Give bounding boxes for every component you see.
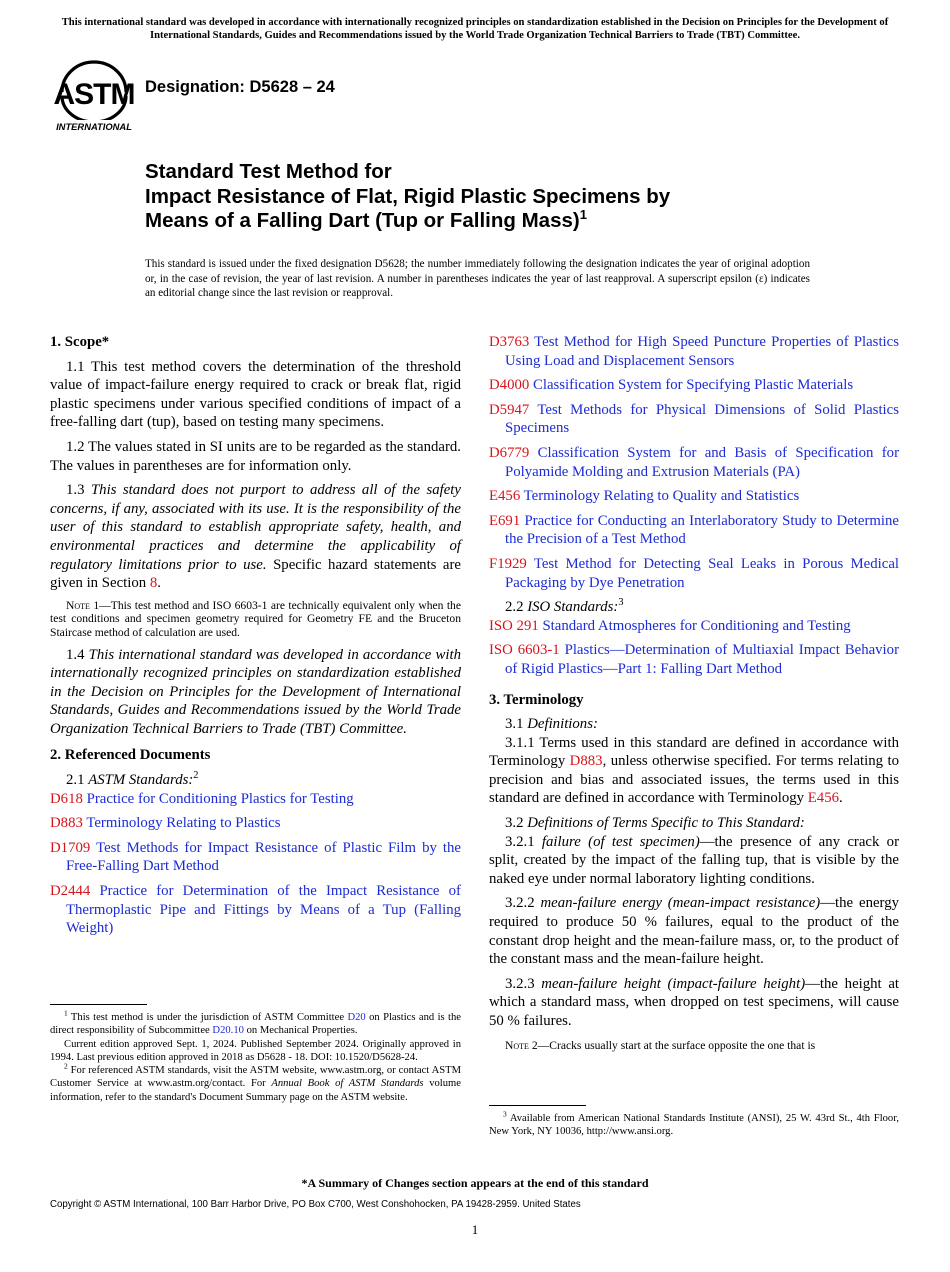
- page-number: 1: [471, 1222, 479, 1237]
- reference-title-link[interactable]: Terminology Relating to Plastics: [86, 815, 281, 832]
- reference-title-link[interactable]: Terminology Relating to Quality and Statistics: [523, 488, 800, 505]
- svg-text:ASTM: ASTM: [54, 78, 134, 111]
- astm-reference-list-right: [489, 333, 899, 592]
- reference-title-link[interactable]: Practice for Conducting an Interlaboratory Study to Determine the Precision of a Test Method: [505, 512, 899, 548]
- reference-code-link[interactable]: D5947: [489, 401, 530, 418]
- reference-code-link[interactable]: D6779: [489, 444, 530, 461]
- note-2: Note 2—Cracks usually start at the surface opposite the one that is: [505, 1038, 816, 1052]
- reference-title-link[interactable]: Classification System for Specifying Plastic Materials: [532, 377, 854, 394]
- footnote-rule: [50, 1004, 147, 1005]
- reference-item: [489, 444, 899, 481]
- reference-code-link[interactable]: D4000: [489, 377, 530, 394]
- reference-item: [489, 401, 899, 438]
- footnote-3: $^3$ Available from American National Standards Institute (ANSI), 25 W. 43rd St., 4th Floor, New York, NY 10036, http://www.ansi.org.: [489, 1109, 899, 1138]
- copyright: Copyright © ASTM International, 100 Barr Harbor Drive, PO Box C700, West Conshohocken, PA 19428-2959. United States: [50, 1199, 581, 1210]
- tbt-notice: This international standard was developed in accordance with internationally recognized principles on standardization established in the Decision on Principles for the Development of International Standards, Guides and Recommendations issued by the World Trade Organization Technical Barriers to Trade (TBT) Committee.: [61, 17, 889, 41]
- reference-item: [489, 617, 899, 636]
- para-3-1-1: 3.1.1 Terms used in this standard are defined in accordance with Terminology D883, unless otherwise specified. For terms relating to precision and bias and associated issues, the terms used in this standard are defined in accordance with Terminology E456.: [489, 734, 899, 807]
- reference-code-link[interactable]: D618: [50, 790, 83, 807]
- d20-link[interactable]: D20: [347, 1012, 366, 1023]
- reference-title-link[interactable]: Practice for Conditioning Plastics for Testing: [86, 790, 354, 807]
- title-line-1: Standard Test Method for: [145, 160, 392, 183]
- footnotes-right: [489, 1105, 899, 1139]
- footnotes-left: [50, 1004, 461, 1104]
- para-1-1: 1.1 This test method covers the determination of the threshold value of impact-failure energy required to crack or break flat, rigid plastic specimens under various specified conditions of impact of a free-falling dart (tup), based on testing many specimens.: [50, 358, 461, 431]
- reference-item: [50, 814, 461, 833]
- right-column: [489, 333, 899, 1058]
- para-3-2-3: 3.2.3 mean-failure height (impact-failure height)—the height at which a standard mass, when dropped on test specimens, will cause 50 % failures.: [489, 975, 900, 1029]
- reference-item: [50, 839, 461, 876]
- d883-link[interactable]: D883: [569, 753, 603, 770]
- reference-title-link[interactable]: Test Method for Detecting Seal Leaks in Porous Medical Packaging by Dye Penetration: [505, 555, 900, 591]
- reference-title-link[interactable]: Standard Atmospheres for Conditioning and Testing: [542, 617, 851, 634]
- footnote-1-edition: Current edition approved Sept. 1, 2024. Published September 2024. Originally approved in 1994. Last previous edition approved in 2018 as D5628 - 18. DOI: 10.1520/D5628-24.: [50, 1038, 461, 1063]
- para-2-2: 2.2 ISO Standards:$^3$: [505, 597, 624, 616]
- section-2-heading: 2. Referenced Documents: [50, 747, 211, 764]
- reference-title-link[interactable]: Classification System for and Basis of Specification for Polyamide Molding and Extrusion Materials (PA): [505, 444, 899, 480]
- reference-item: [489, 333, 899, 370]
- reference-item: [489, 376, 899, 395]
- reference-item: [489, 487, 899, 506]
- para-2-1: 2.1 ASTM Standards:$^2$: [66, 770, 199, 789]
- astm-reference-list-left: [50, 790, 461, 938]
- para-1-4: 1.4 This international standard was developed in accordance with internationally recognized principles on standardization established in the Decision on Principles for the Development of International Standards, Guides and Recommendations issued by the World Trade Organization Technical Barriers to Trade (TBT) Committee.: [50, 646, 461, 737]
- reference-code-link[interactable]: ISO 6603-1: [489, 642, 560, 659]
- para-3-2-2: 3.2.2 mean-failure energy (mean-impact resistance)—the energy required to produce 50 % failures, equal to the product of the constant drop height and the mean-failure mass, or, to the product of the constant mass and the mean-failure height.: [489, 895, 899, 968]
- title-line-3: Means of a Falling Dart (Tup or Falling Mass)$^1$: [145, 207, 587, 232]
- reference-title-link[interactable]: Plastics—Determination of Multiaxial Impact Behavior of Rigid Plastics—Part 1: Falling Dart Method: [505, 642, 899, 677]
- reference-item: [489, 555, 899, 592]
- footnote-1: $^1$ This test method is under the jurisdiction of ASTM Committee D20 on Plastics and is the direct responsibility of Subcommittee D20.10 on Mechanical Properties.: [50, 1008, 461, 1037]
- reference-code-link[interactable]: ISO 291: [489, 617, 539, 634]
- reference-title-link[interactable]: Test Methods for Impact Resistance of Plastic Film by the Free-Falling Dart Method: [66, 839, 461, 875]
- section-8-link[interactable]: 8: [149, 575, 158, 592]
- title-line-2: Impact Resistance of Flat, Rigid Plastic Specimens by: [145, 184, 671, 208]
- issuance-note: This standard is issued under the fixed designation D5628; the number immediately following the designation indicates the year of original adoption or, in the case of revision, the year of last revision. A number in parentheses indicates the year of last reapproval. A superscript epsilon (ε) indicates an editorial change since the last revision or reapproval.: [145, 258, 810, 299]
- reference-code-link[interactable]: E691: [489, 512, 521, 529]
- reference-item: [50, 790, 461, 809]
- footnote-2: $^2$ For referenced ASTM standards, visit the ASTM website, www.astm.org, or contact ASTM Customer Service at www.astm.org/contact. For Annual Book of ASTM Standards volume information, refer to the standard's Document Summary page on the ASTM website.: [50, 1061, 462, 1103]
- reference-code-link[interactable]: E456: [489, 488, 521, 505]
- section-1-heading: 1. Scope*: [50, 334, 110, 350]
- left-column: [50, 333, 461, 944]
- reference-title-link[interactable]: Test Method for High Speed Puncture Properties of Plastics Using Load and Displacement Sensors: [505, 334, 899, 369]
- e456-link[interactable]: E456: [807, 790, 839, 807]
- iso-reference-list: [489, 617, 899, 679]
- note-1: Note 1—This test method and ISO 6603-1 are technically equivalent only when the test conditions and specimen geometry required for Geometry FE and the Bruceton Staircase method of calculation are used.: [50, 598, 462, 639]
- reference-title-link[interactable]: Test Methods for Physical Dimensions of Solid Plastics Specimens: [505, 401, 899, 437]
- reference-code-link[interactable]: F1929: [489, 555, 527, 572]
- reference-code-link[interactable]: D3763: [489, 334, 530, 350]
- summary-of-changes-note: *A Summary of Changes section appears at the end of this standard: [301, 1176, 649, 1190]
- title-footnote-mark: 1: [579, 207, 587, 223]
- section-3-heading: 3. Terminology: [489, 691, 584, 708]
- svg-text:INTERNATIONAL: INTERNATIONAL: [56, 121, 132, 132]
- designation: Designation: D5628 – 24: [145, 78, 335, 96]
- d20-10-link[interactable]: D20.10: [212, 1025, 244, 1037]
- reference-item: [489, 641, 899, 678]
- para-1-2: 1.2 The values stated in SI units are to be regarded as the standard. The values in parentheses are for information only.: [50, 438, 461, 474]
- para-3-2-1: 3.2.1 failure (of test specimen)—the presence of any crack or split, created by the impact of the falling tup, that is visible by the naked eye under normal laboratory lighting conditions.: [489, 833, 899, 887]
- para-1-3: 1.3 This standard does not purport to address all of the safety concerns, if any, associated with its use. It is the responsibility of the user of this standard to establish appropriate safety, health, and environmental practices and determine the applicability of regulatory limitations prior to use. Specific hazard statements are given in Section 8.: [50, 482, 461, 592]
- reference-code-link[interactable]: D2444: [50, 883, 91, 900]
- para-3-2: 3.2 Definitions of Terms Specific to This Standard:: [505, 815, 805, 832]
- document-title: [145, 160, 845, 234]
- footnote-rule: [489, 1105, 586, 1106]
- reference-code-link[interactable]: D1709: [50, 839, 91, 856]
- reference-item: [50, 882, 461, 938]
- reference-title-link[interactable]: Practice for Determination of the Impact Resistance of Thermoplastic Pipe and Fittings by Means of a Tup (Falling Weight): [66, 883, 461, 937]
- astm-logo: [54, 58, 134, 132]
- reference-code-link[interactable]: D883: [50, 815, 83, 832]
- para-3-1: 3.1 Definitions:: [505, 716, 598, 733]
- reference-item: [489, 512, 899, 549]
